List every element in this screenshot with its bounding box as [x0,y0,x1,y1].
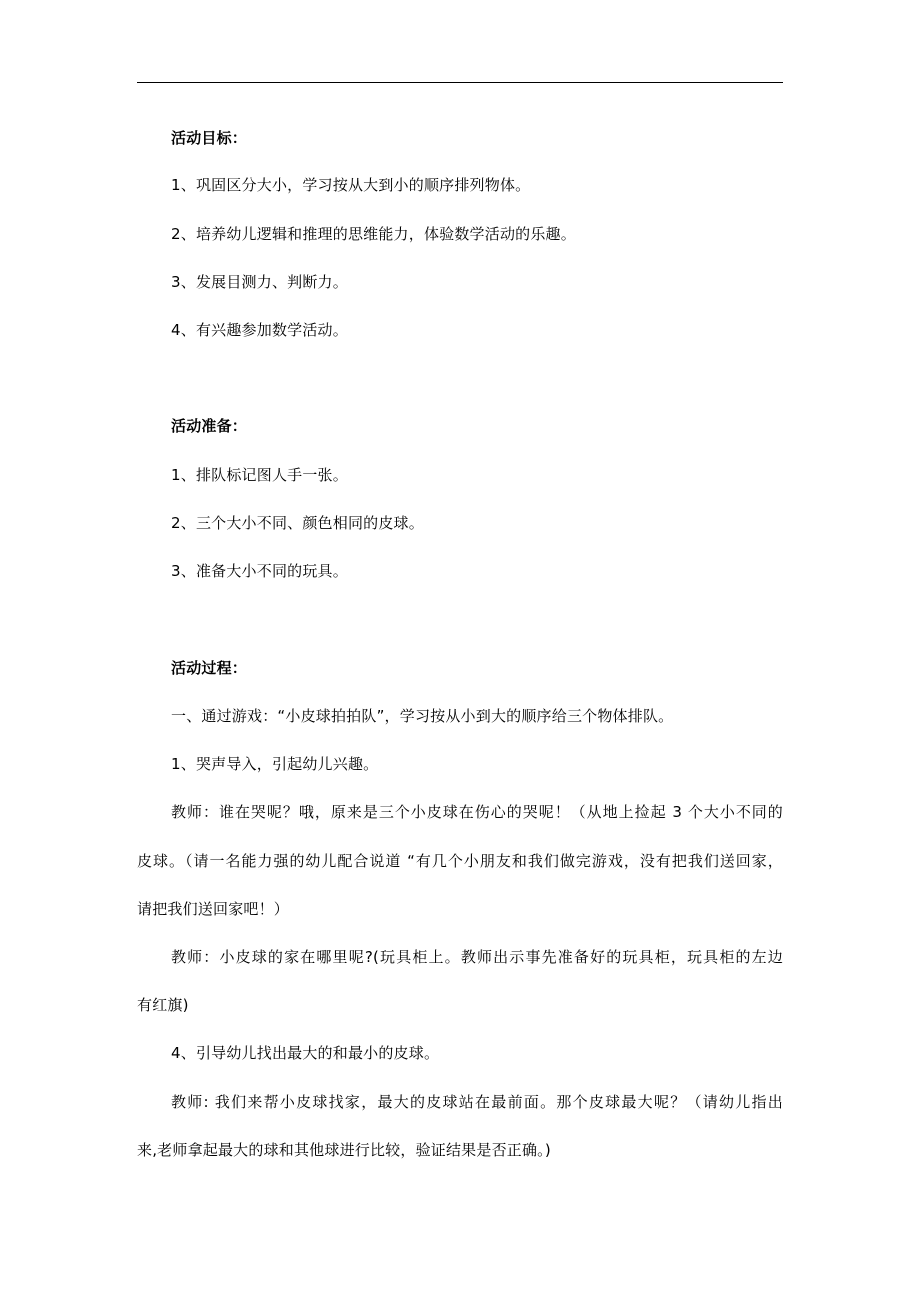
process-line-3: 教师：谁在哭呢？哦，原来是三个小皮球在伤心的哭呢！（从地上捡起 3 个大小不同的 [171,803,783,821]
prep-item-1: 1、排队标记图人手一张。 [171,466,348,484]
process-line-1: 一、通过游戏：“小皮球拍拍队”，学习按从小到大的顺序给三个物体排队。 [171,707,674,725]
process-line-10: 来,老师拿起最大的球和其他球进行比较，验证结果是否正确。) [137,1141,551,1159]
process-heading: 活动过程： [171,659,248,677]
header-rule [137,82,783,83]
process-line-9: 教师: 我们来帮小皮球找家，最大的皮球站在最前面。那个皮球最大呢？（请幼儿指出 [171,1093,783,1111]
process-line-6: 教师：小皮球的家在哪里呢?(玩具柜上。教师出示事先准备好的玩具柜，玩具柜的左边 [171,948,783,966]
goal-item-4: 4、有兴趣参加数学活动。 [171,321,348,339]
process-line-8: 4、引导幼儿找出最大的和最小的皮球。 [171,1044,440,1062]
process-line-5: 请把我们送回家吧！） [137,900,290,918]
goal-item-2: 2、培养幼儿逻辑和推理的思维能力，体验数学活动的乐趣。 [171,225,576,243]
prep-item-2: 2、三个大小不同、颜色相同的皮球。 [171,514,424,532]
prep-item-3: 3、准备大小不同的玩具。 [171,562,348,580]
goal-item-1: 1、巩固区分大小，学习按从大到小的顺序排列物体。 [171,176,531,194]
process-line-2: 1、哭声导入，引起幼儿兴趣。 [171,755,379,773]
process-line-7: 有红旗) [137,996,189,1014]
goals-heading: 活动目标： [171,129,248,147]
goal-item-3: 3、发展目测力、判断力。 [171,273,348,291]
process-line-4: 皮球。（请一名能力强的幼儿配合说道 “有几个小朋友和我们做完游戏，没有把我们送回家， [137,852,783,870]
prep-heading: 活动准备： [171,417,248,435]
